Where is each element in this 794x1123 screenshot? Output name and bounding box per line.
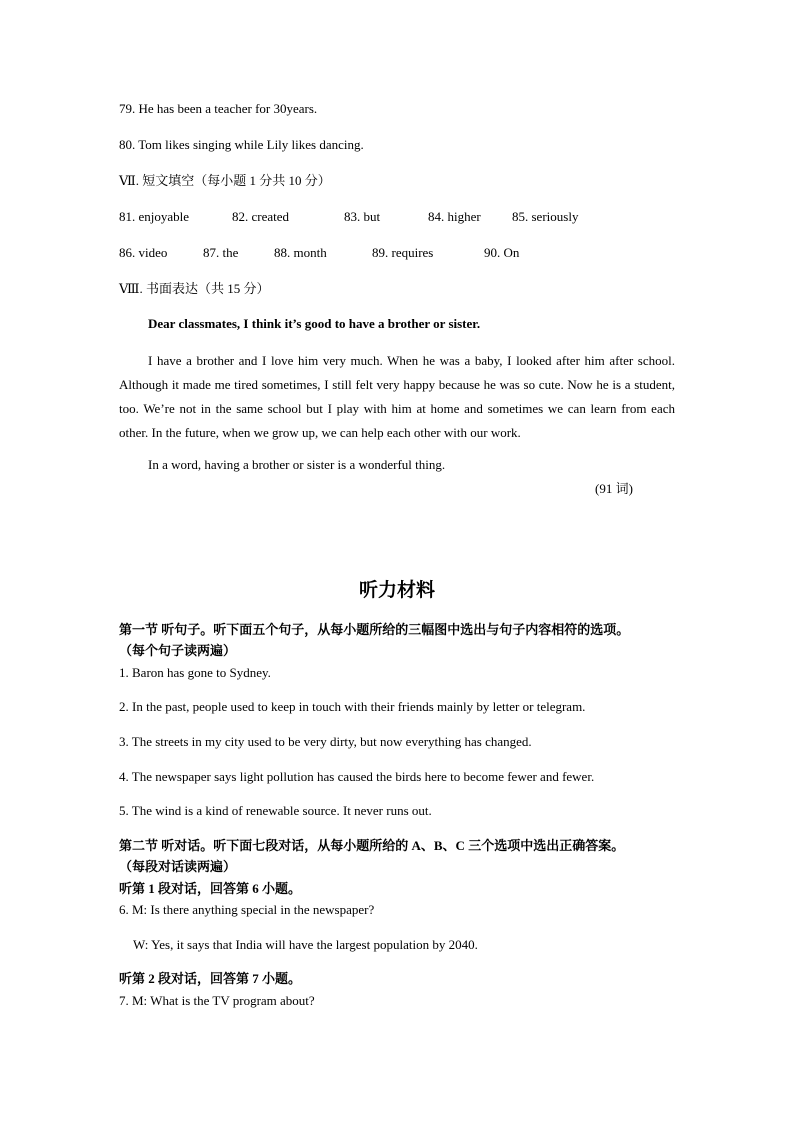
answer-row-81-85: [119, 209, 679, 225]
essay-paragraph-2: In a word, having a brother or sister is a wonderful thing.: [148, 457, 446, 472]
sentence-2: 2. In the past, people used to keep in touch with their friends mainly by letter or telegram.: [119, 699, 586, 714]
dialog-2-man: 7. M: What is the TV program about?: [119, 993, 315, 1008]
sentence-1: 1. Baron has gone to Sydney.: [119, 665, 271, 680]
section-8-heading: Ⅷ. 书面表达（共 15 分）: [119, 281, 270, 296]
dialog-1-man: 6. M: Is there anything special in the newspaper?: [119, 902, 375, 917]
essay-paragraph-1: I have a brother and I love him very much. When he was a baby, I looked after him after school. Although it made me tired sometimes, I still felt very happy because he was so cute. Now he is a student, too. We’re not in the same school but I play with him at home and sometimes we can learn from each other. In the future, when we grow up, we can help each other with our work.: [119, 353, 675, 440]
answer-81: 81. enjoyable: [119, 209, 190, 224]
answer-80: 80. Tom likes singing while Lily likes dancing.: [119, 137, 364, 152]
answer-86: 86. video: [119, 245, 168, 260]
sentence-5: 5. The wind is a kind of renewable source. It never runs out.: [119, 803, 432, 818]
part-1-note: （每个句子读两遍）: [119, 643, 237, 658]
answer-row-86-90: [119, 245, 679, 261]
sentence-4: 4. The newspaper says light pollution has caused the birds here to become fewer and fewer.: [119, 769, 595, 784]
answer-84: 84. higher: [428, 209, 481, 224]
answer-82: 82. created: [232, 209, 290, 224]
essay-title: Dear classmates, I think it’s good to have a brother or sister.: [148, 316, 481, 331]
part-1-heading: 第一节 听句子。听下面五个句子，从每小题所给的三幅图中选出与句子内容相符的选项。: [119, 622, 630, 637]
dialog-1-woman: W: Yes, it says that India will have the largest population by 2040.: [133, 937, 478, 952]
answer-88: 88. month: [274, 245, 327, 260]
answer-83: 83. but: [344, 209, 381, 224]
dialog-1-heading: 听第 1 段对话，回答第 6 小题。: [119, 881, 302, 896]
dialog-2-heading: 听第 2 段对话，回答第 7 小题。: [119, 971, 302, 986]
word-count: (91 词): [595, 481, 633, 496]
answer-85: 85. seriously: [512, 209, 579, 224]
part-2-heading: 第二节 听对话。听下面七段对话，从每小题所给的 A、B、C 三个选项中选出正确答案。: [119, 838, 625, 853]
answer-89: 89. requires: [372, 245, 434, 260]
answer-90: 90. On: [484, 245, 520, 260]
listening-title: 听力材料: [358, 580, 435, 601]
sentence-3: 3. The streets in my city used to be very dirty, but now everything has changed.: [119, 734, 532, 749]
answer-87: 87. the: [203, 245, 239, 260]
section-7-heading: Ⅶ. 短文填空（每小题 1 分共 10 分）: [119, 173, 331, 188]
answer-79: 79. He has been a teacher for 30years.: [119, 101, 318, 116]
part-2-note: （每段对话读两遍）: [119, 859, 237, 874]
